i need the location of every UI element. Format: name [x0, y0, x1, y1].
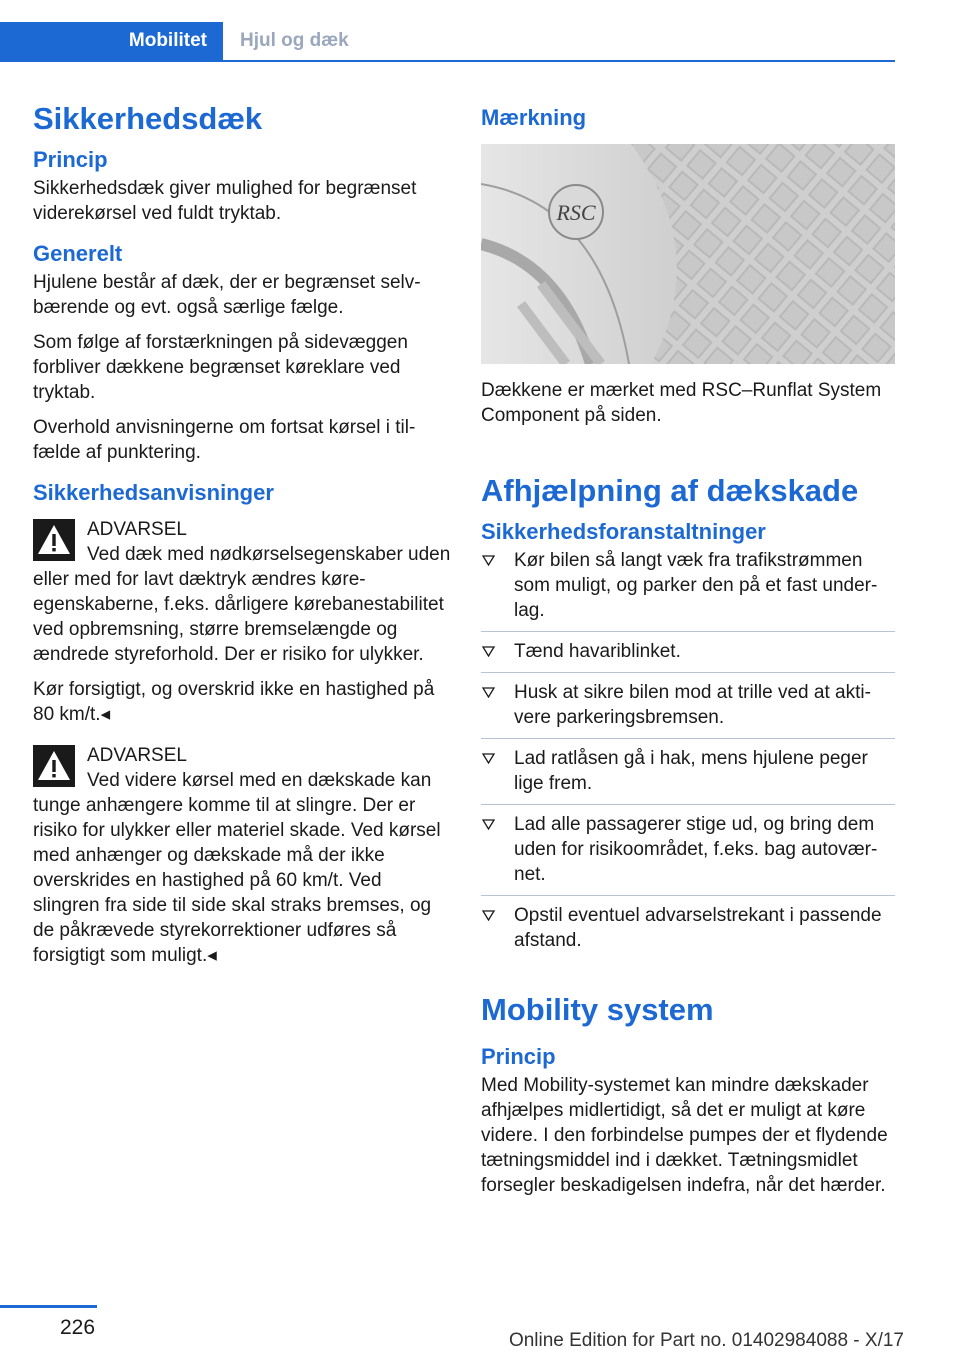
heading-mobility-princip: Princip [481, 1044, 556, 1069]
heading-sikkerhedsforanstaltninger: Sikkerhedsforanstaltninger [481, 519, 766, 544]
warning-1-text: Ved dæk med nødkørselsegenskaber uden eller med for lavt dæktryk ændres køreegenskaberne, f.eks. dårligere kørebanestabilitet ved opbremsning, større bremselængde og ændrede styreforhold. Der er risiko for ulykker. [33, 544, 451, 665]
right-column [481, 90, 895, 1208]
warning-2-title: ADVARSEL [87, 745, 187, 766]
list-item-text: Opstil eventuel advarselstrekant i passende afstand. [514, 905, 882, 951]
edition-footer: Online Edition for Part no. 01402984088 - X/17 [508, 1330, 904, 1351]
safety-steps-list [481, 548, 895, 961]
list-item [481, 812, 895, 896]
tab-hjul-og-daek[interactable]: Hjul og dæk [240, 30, 349, 51]
paragraph-generelt-2: Som følge af forstærkningen på sidevæggen forbliver dækkene begrænset køreklare ved tryktab. [33, 332, 408, 403]
header-rule [0, 60, 895, 62]
paragraph-princip: Sikkerhedsdæk giver mulighed for begrænset viderekørsel ved fuldt tryktab. [33, 178, 417, 224]
warning-triangle-icon [33, 745, 75, 787]
heading-generelt: Generelt [33, 241, 123, 266]
left-column [33, 90, 451, 978]
bullet-triangle-icon [482, 910, 495, 921]
warning-2-text: Ved videre kørsel med en dækskade kan tunge anhængere komme til at slingre. Der er risiko for ulykker eller materiel skade. Ved kørsel med anhænger og dækskade må der ikke overskrides en hastighed på 60 km/t. Ved slingren fra side til side skal straks bremses, og de påkrævede styrekorrektioner udføres så forsigtigt som muligt.◂ [33, 770, 441, 966]
list-item-text: Husk at sikre bilen mod at trille ved at aktivere parkeringsbremsen. [514, 682, 871, 728]
heading-maerkning: Mærkning [481, 105, 587, 130]
paragraph-generelt-3: Overhold anvisningerne om fortsat kørsel i tilfælde af punktering. [33, 417, 416, 463]
list-item-text: Lad ratlåsen gå i hak, mens hjulene peger lige frem. [514, 748, 868, 794]
list-item [481, 548, 895, 632]
heading-sikkerhedsanvisninger: Sikkerhedsanvisninger [33, 480, 274, 505]
bullet-triangle-icon [482, 687, 495, 698]
bullet-triangle-icon [482, 753, 495, 764]
warning-triangle-icon [33, 519, 75, 561]
list-item [481, 903, 895, 961]
heading-princip: Princip [33, 147, 108, 172]
bullet-triangle-icon [482, 555, 495, 566]
section-title-mobility-system: Mobility system [481, 992, 714, 1027]
paragraph-mobility: Med Mobility-systemet kan mindre dækskader afhjælpes midlertidigt, så det er muligt at køre videre. I den forbindelse pumpes der et flydende tætningsmiddel ind i dækket. Tætningsmidlet forsegler beskadigelsen indefra, når det hærder. [481, 1075, 888, 1196]
list-item [481, 746, 895, 805]
paragraph-maerkning: Dækkene er mærket med RSC–Runflat System Component på siden. [481, 380, 882, 426]
tire-rsc-marking-image [481, 144, 895, 364]
footer-rule [0, 1305, 97, 1308]
list-item [481, 639, 895, 673]
section-title-sikkerhedsdaek: Sikkerhedsdæk [33, 101, 263, 136]
list-item-text: Kør bilen så langt væk fra trafikstrømmen som muligt, og parker den på et fast underlag. [514, 550, 878, 621]
warning-1-title: ADVARSEL [87, 519, 187, 540]
warning-1-note: Kør forsigtigt, og overskrid ikke en hastighed på 80 km/t.◂ [33, 679, 435, 725]
tab-mobilitet[interactable]: Mobilitet [0, 22, 223, 60]
warning-2 [33, 743, 451, 968]
section-title-afhjaelpning: Afhjælpning af dækskade [481, 473, 859, 508]
bullet-triangle-icon [482, 819, 495, 830]
bullet-triangle-icon [482, 646, 495, 657]
rsc-logo-text: RSC [556, 200, 596, 225]
list-item-text: Tænd havariblinket. [514, 641, 681, 662]
list-item [481, 680, 895, 739]
page-number: 226 [60, 1316, 96, 1339]
paragraph-generelt-1: Hjulene består af dæk, der er begrænset selvbærende og evt. også særlige fælge. [33, 272, 421, 318]
warning-1 [33, 517, 451, 727]
list-item-text: Lad alle passagerer stige ud, og bring dem uden for risikoområdet, f.eks. bag autoværnet. [514, 814, 878, 885]
